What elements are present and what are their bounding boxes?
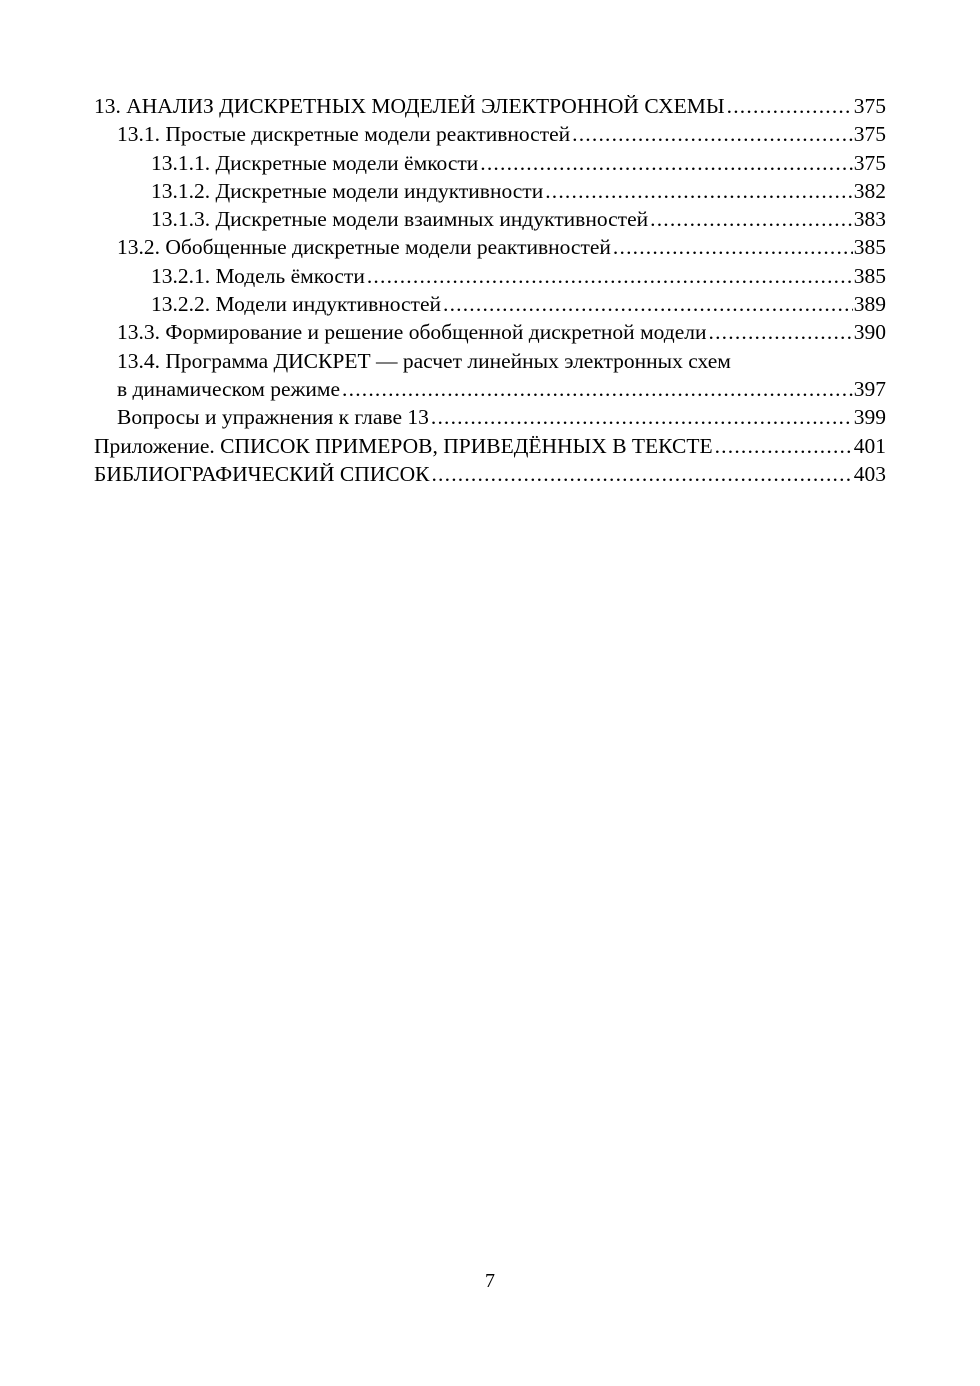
toc-entry-title-line1: 13.4. Программа ДИСКРЕТ — расчет линейных электронных схем xyxy=(117,348,731,373)
dot-leader xyxy=(342,375,853,403)
toc-entry-title: 13.2.2. Модели индуктивностей xyxy=(151,292,441,317)
toc-entry-page: 375 xyxy=(853,122,886,147)
toc-entry[interactable] xyxy=(94,177,886,205)
toc-entry-page: 385 xyxy=(853,235,886,260)
toc-entry[interactable] xyxy=(94,290,886,318)
dot-leader xyxy=(545,177,853,205)
dot-leader xyxy=(650,205,853,233)
toc-entry-title: 13.1.3. Дискретные модели взаимных индуктивностей xyxy=(151,207,649,232)
dot-leader xyxy=(431,460,852,488)
toc-entry[interactable] xyxy=(94,92,886,120)
dot-leader xyxy=(480,149,852,177)
toc-entry[interactable] xyxy=(94,403,886,431)
toc-entry-page: 382 xyxy=(853,178,886,203)
toc-entry-title: 13.1. Простые дискретные модели реактивностей xyxy=(117,122,571,147)
toc-entry-title: 13.3. Формирование и решение обобщенной дискретной модели xyxy=(117,320,707,345)
toc-entry[interactable] xyxy=(94,375,886,403)
dot-leader xyxy=(431,403,853,431)
toc-entry-title: Приложение. СПИСОК ПРИМЕРОВ, ПРИВЕДЁННЫХ В ТЕКСТЕ xyxy=(94,433,713,458)
toc-entry-title: 13. АНАЛИЗ ДИСКРЕТНЫХ МОДЕЛЕЙ ЭЛЕКТРОННОЙ СХЕМЫ xyxy=(94,94,725,118)
toc-entry-title: 13.1.1. Дискретные модели ёмкости xyxy=(151,150,479,175)
dot-leader xyxy=(367,262,853,290)
dot-leader xyxy=(715,432,853,460)
toc-entry-page: 389 xyxy=(853,292,886,317)
dot-leader xyxy=(613,233,853,261)
page-number: 7 xyxy=(485,1270,495,1292)
toc-entry-page: 375 xyxy=(853,94,886,118)
dot-leader xyxy=(443,290,853,318)
toc-entry-title: 13.1.2. Дискретные модели индуктивности xyxy=(151,178,544,203)
toc-entry[interactable] xyxy=(94,233,886,261)
toc-entry-page: 375 xyxy=(853,150,886,175)
toc-entry[interactable] xyxy=(94,205,886,233)
toc-entry-title: в динамическом режиме xyxy=(117,376,341,401)
toc-entry-title: Вопросы и упражнения к главе 13 xyxy=(117,405,429,430)
dot-leader xyxy=(572,120,853,148)
toc-entry-page: 385 xyxy=(853,263,886,288)
toc-entry-title: 13.2. Обобщенные дискретные модели реактивностей xyxy=(117,235,611,260)
toc-entry[interactable] xyxy=(94,149,886,177)
toc-entry-page: 383 xyxy=(853,207,886,232)
dot-leader xyxy=(727,92,853,120)
toc-entry-page: 397 xyxy=(853,376,886,401)
toc-entry[interactable] xyxy=(94,460,886,488)
toc-entry-page: 390 xyxy=(853,320,886,345)
dot-leader xyxy=(709,318,853,346)
toc-entry-page: 399 xyxy=(853,405,886,430)
toc-entry-first-line[interactable] xyxy=(94,347,886,375)
toc-entry-title: БИБЛИОГРАФИЧЕСКИЙ СПИСОК xyxy=(94,461,430,486)
toc-entry-title: 13.2.1. Модель ёмкости xyxy=(151,263,365,288)
toc-entry[interactable] xyxy=(94,262,886,290)
toc-entry[interactable] xyxy=(94,432,886,460)
toc-entry[interactable] xyxy=(94,318,886,346)
toc-entry-page: 401 xyxy=(853,433,886,458)
toc-entry-page: 403 xyxy=(853,461,886,486)
toc-entry[interactable] xyxy=(94,120,886,148)
table-of-contents xyxy=(94,92,886,488)
